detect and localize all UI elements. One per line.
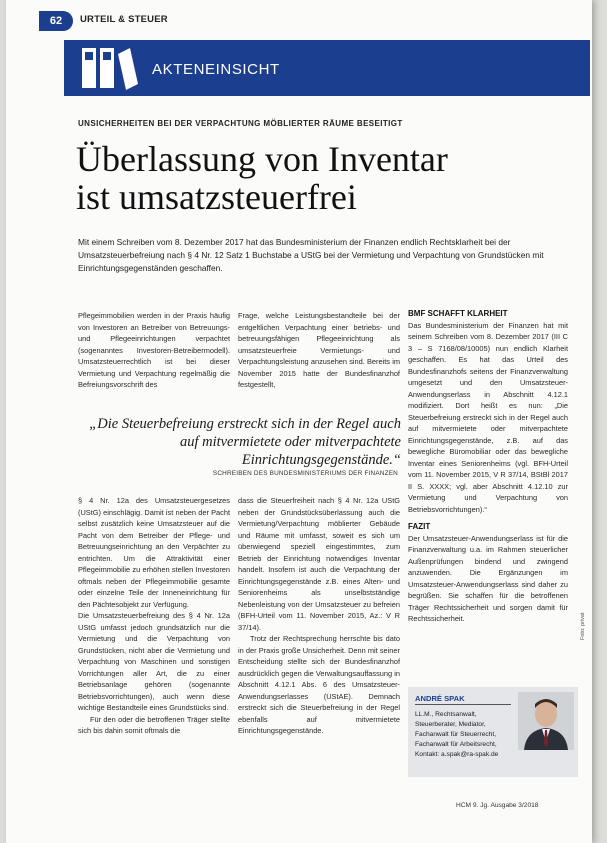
- author-bio: LL.M., Rechtsanwalt, Steuerberater, Mediator, Fachanwalt für Steuerrecht, Fachanwalt für Arbeitsrecht, Kontakt: a.spak@ra-spak.de: [415, 711, 499, 758]
- sidebar-paragraph: Der Umsatzsteuer-Anwendungserlass ist für die Finanzverwaltung u.a. im Rahmen steuerlicher Außenprüfungen bindend und zwingend anzuwenden. Die Ergänzungen im Umsatzsteuer-Anwendungserlass sind daher zu begrüßen. Sie schaffen für die betroffenen Träger Rechtssicherheit und sorgen damit für Rechtssicherheit.: [408, 533, 568, 623]
- banner-title: AKTENEINSICHT: [152, 61, 280, 78]
- body-column-1-bottom: [78, 495, 230, 737]
- paragraph: Frage, welche Leistungsbestandteile bei der entgeltlichen Verpachtung einer betriebs- und betreuungsfähigen Pflegeeinrichtung als umsatzsteuerfreie Vermietungs- und Verpachtungsleistung anzusehen sind. Bereits im November 2015 hatte der Bundesfinanzhof festgestellt,: [238, 311, 400, 389]
- paragraph: Für den oder die betroffenen Träger stellte sich bis dahin somit oftmals die: [78, 714, 230, 735]
- headline-line-2: ist umsatzsteuerfrei: [76, 177, 357, 217]
- paragraph: dass die Steuerfreiheit nach § 4 Nr. 12a UStG neben der Grundstücksüberlassung auch die Vermietung/Verpachtung möblierter Gebäude und Räume mit umfasst, soweit es sich um überwiegend speziell eingestimmtes, zum Betrieb der Einrichtung notwendiges Inventar handelt. Insofern ist auch die Verpachtung der Einrichtungsgegenstände z.B. eines Alten- und Seniorenheims als unselbstständige Nebenleistung von der Umsatzsteuer zu befreien (BFH-Urteil vom 11. November 2015, Az.: V R 37/14).: [238, 496, 400, 632]
- sidebar-heading: FAZIT: [408, 522, 431, 531]
- page-number-badge: 62: [39, 11, 73, 31]
- headline-line-1: Überlassung von Inventar: [76, 139, 448, 179]
- binders-icon: [80, 44, 140, 90]
- section-label: URTEIL & STEUER: [80, 14, 168, 25]
- paragraph: § 4 Nr. 12a des Umsatzsteuergesetzes (UStG) einschlägig. Damit ist neben der Pacht selbst zusätzlich keine Umsatzsteuer auf die Pacht von dem Betreiber der Pflege- und Betreuungseinrichtung an den Verpächter zu entrichten. Um die Attraktivität einer Pflegeimmobilie zu erhöhen stellen Investoren oftmals neben der Pflegeimmobilie gesamte oder einzelne Teile der Inneneinrichtung für den Pächtesobjekt zur Verfügung.: [78, 496, 230, 609]
- body-column-2-top: [238, 310, 400, 391]
- sidebar-heading: BMF SCHAFFT KLARHEIT: [408, 309, 508, 318]
- section-banner: [64, 40, 590, 96]
- pull-quote-source: SCHREIBEN DES BUNDESMINISTERIUMS DER FINANZEN: [212, 470, 398, 477]
- body-column-1-top: [78, 310, 230, 391]
- article-kicker: UNSICHERHEITEN BEI DER VERPACHTUNG MÖBLIERTER RÄUME BESEITIGT: [78, 119, 403, 128]
- body-column-2-bottom: [238, 495, 400, 737]
- author-name: ANDRÉ SPAK: [415, 694, 465, 703]
- magazine-page: [6, 0, 592, 843]
- article-headline: [76, 140, 556, 216]
- paragraph: Die Umsatzsteuerbefreiung des § 4 Nr. 12a UStG umfasst jedoch grundsätzlich nur die Vermietung und die Verpachtung von Grundstücken, nicht aber die Vermietung und Verpachtung von Maschinen und sonstigen Vorrichtungen aller Art, die zu einer Betriebsanlage gehören (sogenannte Betriebsvorrichtungen), auch wenn diese wichtige Bestandteile eines Grundstücks sind.: [78, 611, 230, 712]
- author-portrait: [518, 692, 574, 750]
- photo-credit: Foto: privat: [580, 612, 586, 640]
- paragraph: Pflegeimmobilien werden in der Praxis häufig von Investoren an Betreiber von Betreuungs- und Pflegeeinrichtungen verpachtet (sogenanntes Investoren-Betreibermodell). Umsatzsteuerrechtlich ist bei dieser Vermietung und Verpachtung regelmäßig die Befreiungsvorschrift des: [78, 311, 230, 389]
- article-lead: Mit einem Schreiben vom 8. Dezember 2017 hat das Bundesministerium der Finanzen endlich Rechtsklarheit bei der Umsatzsteuerbefreiung nach § 4 Nr. 12 Satz 1 Buchstabe a UStG bei der Vermietung und Verpachtung von Grundstücken mit Einrichtungsgegenständen geschaffen.: [78, 237, 544, 273]
- paragraph: Trotz der Rechtsprechung herrschte bis dato in der Praxis große Unsicherheit. Denn mit seiner Entscheidung stellte sich der Bundesfinanzhof ausdrücklich gegen die Verwaltungsauffassung in Abschnitt 4.12.1 Abs. 6 des Umsatzsteuer-Anwendungserlasses (UStAE). Demnach erstreckt sich die Steuerbefreiung in der Regel ebenfalls auf mitvermietete Einrichtungsgegenstände.: [238, 634, 400, 735]
- sidebar-paragraph: Das Bundesministerium der Finanzen hat mit seinem Schreiben vom 8. Dezember 2017 (III C 3 – S 7168/08/10005) nun endlich Klarheit geschaffen. Es hat das Urteil des Bundesfinanzhofs seitens der Finanzverwaltung umgesetzt und den Umsatzsteuer-Anwendungserlass in Abschnitt 4.12.1 modifiziert. Dort heißt es nun: „Die Steuerbefreiung erstreckt sich in der Regel auch auf mitvermietete oder mitverpachtete Einrichtungsgegenstände, z.B. auf das bewegliche Büromobiliar oder das bewegliche Inventar eines Seniorenheims (vgl. BFH-Urteil vom 11. November 2015, V R 37/14, BStBl 2017 II S. XXXX; vgl. aber Abschnitt 4.12.10 zur Vermietung und Verpachtung von Betriebsvorrichtungen).“: [408, 320, 568, 514]
- pull-quote: „Die Steuerbefreiung erstreckt sich in der Regel auch auf mitvermietete oder mitverpachtete Einrichtungsgegenstände.“: [89, 416, 401, 468]
- page-footer: HCM 9. Jg. Ausgabe 3/2018: [456, 802, 539, 809]
- author-divider: [415, 704, 511, 705]
- sidebar-column: [408, 308, 568, 625]
